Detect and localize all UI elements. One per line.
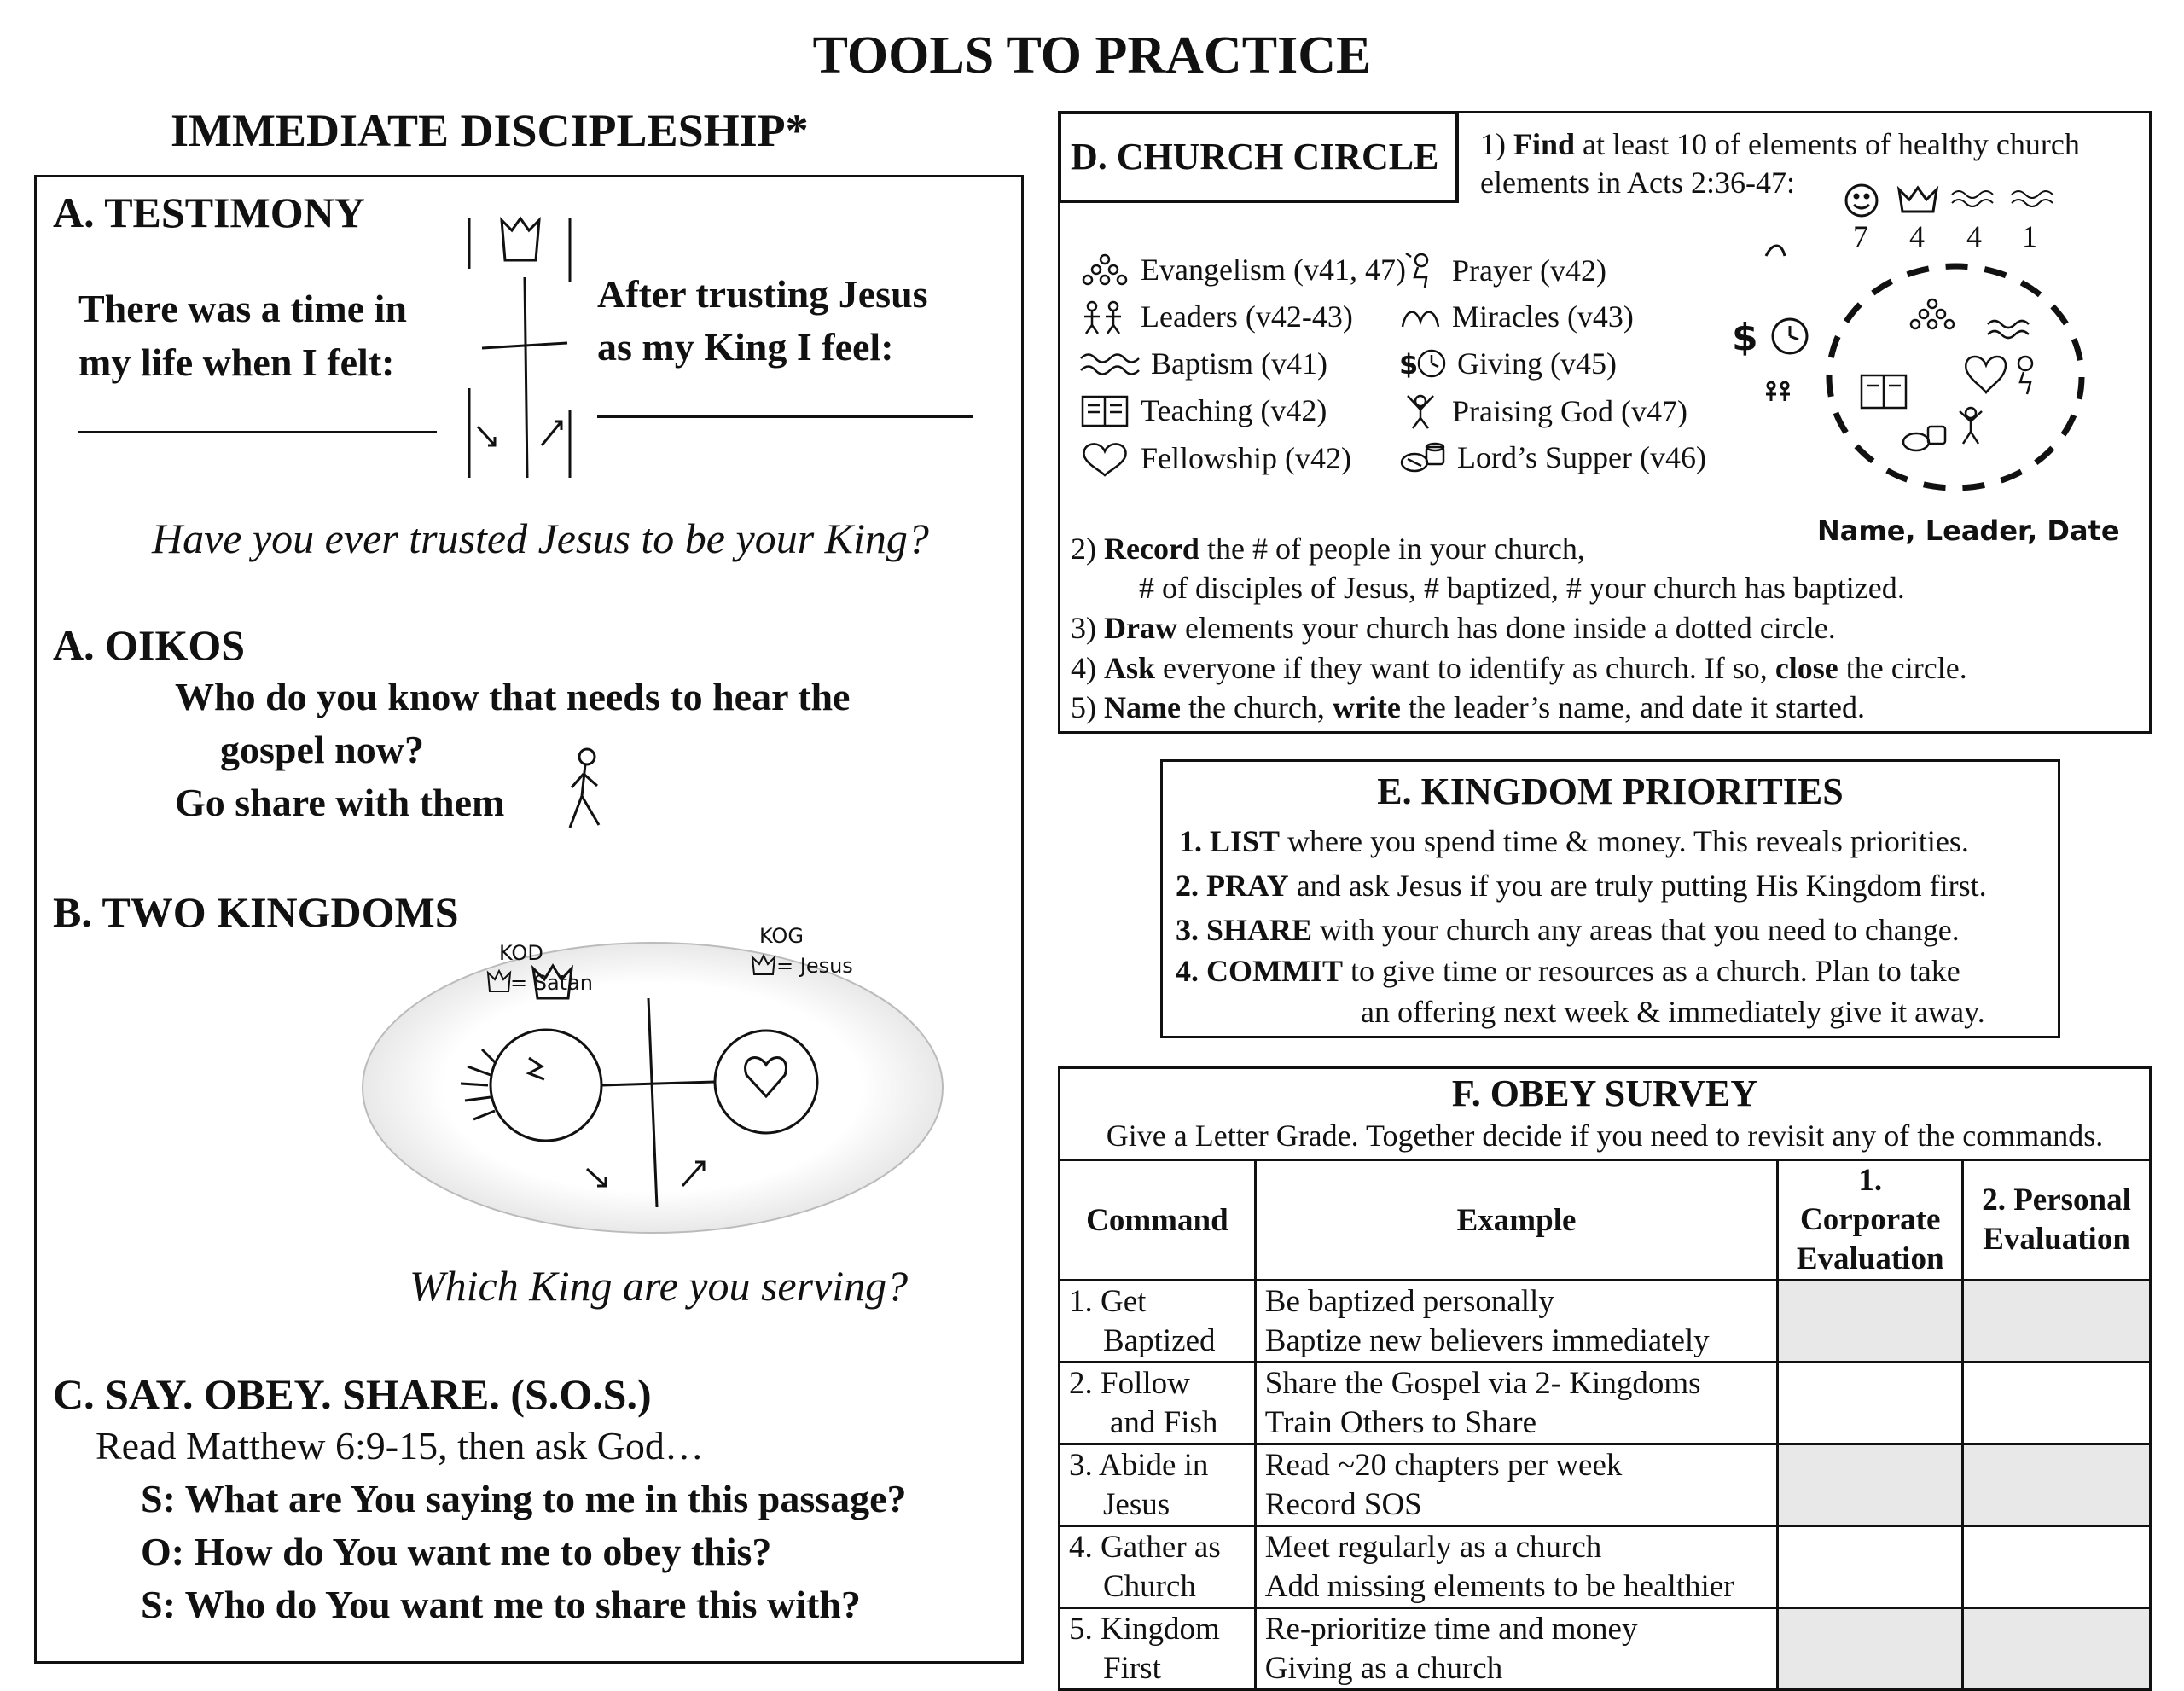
- testimony-question: Have you ever trusted Jesus to be your King?: [152, 514, 929, 562]
- priority-bold: LIST: [1210, 824, 1281, 858]
- corporate-grade-cell[interactable]: [1778, 1526, 1963, 1608]
- step5-bold2: write: [1332, 690, 1401, 724]
- giving-icon: [1399, 346, 1447, 381]
- kingdom-priorities-heading: E. KINGDOM PRIORITIES: [1377, 770, 1844, 812]
- testimony-before-line1: There was a time in: [78, 287, 408, 330]
- element-lords-supper: [1399, 439, 1706, 475]
- step1-rest: at least 10 of elements of healthy church: [1583, 127, 2080, 161]
- personal-grade-cell[interactable]: [1963, 1608, 2151, 1690]
- step5-num: 5): [1071, 690, 1096, 724]
- oikos-line3: Go share with them: [175, 781, 505, 824]
- priority-item-2: [1176, 868, 1987, 904]
- svg-text:$: $: [1732, 316, 1758, 359]
- two-kingdoms-question: Which King are you serving?: [410, 1262, 909, 1310]
- kod-sub: = Satan: [510, 971, 594, 995]
- step4-rest2: the circle.: [1845, 651, 1967, 685]
- command-line2: First: [1103, 1650, 1161, 1686]
- obey-survey-subtitle: Give a Letter Grade. Together decide if you need to revisit any of the commands.: [1106, 1119, 2104, 1153]
- circle-step5: [1071, 689, 1865, 725]
- sos-say: S: What are You saying to me in this passage?: [141, 1477, 907, 1520]
- element-label: Teaching (v42): [1141, 393, 1327, 427]
- command-line2: Church: [1103, 1568, 1196, 1604]
- priority-item-3: [1176, 912, 1960, 948]
- step1-num: 1): [1480, 127, 1506, 161]
- oikos-heading: A. OIKOS: [53, 621, 246, 669]
- element-evangelism: [1079, 252, 1406, 288]
- supper-icon: [1399, 440, 1447, 474]
- element-label: Baptism (v41): [1151, 346, 1327, 381]
- testimony-after-blank[interactable]: [597, 415, 973, 418]
- obey-survey-heading: F. OBEY SURVEY: [1451, 1072, 1758, 1114]
- church-circle-heading: D. CHURCH CIRCLE: [1071, 136, 1439, 177]
- col-corporate-line2: Evaluation: [1796, 1241, 1944, 1276]
- sos-intro: Read Matthew 6:9-15, then ask God…: [96, 1424, 704, 1467]
- count-3: 4: [1966, 219, 1982, 253]
- two-kingdoms-diagram: [358, 924, 947, 1237]
- circle-step2: [1071, 531, 1585, 567]
- command-line1: 1. Get: [1069, 1283, 1147, 1319]
- example-line2: Train Others to Share: [1264, 1404, 1537, 1440]
- table-row: [1060, 1526, 2151, 1608]
- element-label: Evangelism (v41, 47): [1141, 253, 1406, 287]
- command-line1: 4. Gather as: [1069, 1529, 1221, 1565]
- obey-survey-table: [1058, 1159, 2152, 1691]
- example-line2: Add missing elements to be healthier: [1264, 1568, 1734, 1604]
- step2-rest: the # of people in your church,: [1206, 532, 1585, 566]
- testimony-after-line2: as my King I feel:: [597, 325, 894, 369]
- praise-icon: [1399, 392, 1442, 430]
- survey-header-row: [1060, 1160, 2151, 1281]
- count-1: 7: [1853, 219, 1868, 253]
- command-line2: Baptized: [1103, 1322, 1216, 1358]
- example-line1: Be baptized personally: [1264, 1283, 1554, 1319]
- col-corporate-line1: 1. Corporate: [1800, 1163, 1941, 1237]
- circle-step2-line2: # of disciples of Jesus, # baptized, # your church has baptized.: [1139, 571, 1905, 605]
- element-label: Prayer (v42): [1452, 253, 1606, 288]
- people-triangle-icon: [1079, 253, 1130, 287]
- step5-rest2: the leader’s name, and date it started.: [1408, 690, 1865, 724]
- personal-grade-cell[interactable]: [1963, 1363, 2151, 1444]
- sos-share: S: Who do You want me to share this with?: [141, 1583, 861, 1626]
- element-label: Miracles (v43): [1452, 299, 1634, 334]
- col-corporate: [1778, 1160, 1963, 1281]
- command-cell: [1060, 1444, 1256, 1526]
- priority-text: with your church any areas that you need to change.: [1320, 913, 1960, 947]
- command-cell: [1060, 1608, 1256, 1690]
- example-line1: Read ~20 chapters per week: [1264, 1447, 1623, 1483]
- command-line1: 2. Follow: [1069, 1365, 1190, 1401]
- circle-caption: Name, Leader, Date: [1817, 514, 2120, 547]
- priority-bold: SHARE: [1206, 913, 1313, 947]
- element-label: Praising God (v47): [1452, 394, 1687, 428]
- example-line2: Baptize new believers immediately: [1264, 1322, 1710, 1358]
- priority-text: to give time or resources as a church. Plan to take: [1350, 954, 1960, 988]
- example-cell: [1255, 1526, 1777, 1608]
- testimony-after-line1: After trusting Jesus: [597, 272, 928, 316]
- kog-sub: = Jesus: [776, 954, 853, 978]
- testimony-cross-icon: [461, 213, 580, 486]
- priority-num: 3.: [1176, 913, 1199, 947]
- col-example: Example: [1255, 1160, 1777, 1281]
- testimony-heading: A. TESTIMONY: [53, 189, 365, 236]
- col-personal: [1963, 1160, 2151, 1281]
- priority-item-1: [1179, 823, 1969, 859]
- personal-grade-cell[interactable]: [1963, 1526, 2151, 1608]
- testimony-before-line2: my life when I felt:: [78, 340, 395, 384]
- example-line2: Record SOS: [1264, 1486, 1422, 1522]
- priority-bold: COMMIT: [1206, 954, 1343, 988]
- example-line2: Giving as a church: [1264, 1650, 1503, 1686]
- prayer-icon: [1399, 252, 1442, 289]
- step5-bold: Name: [1104, 690, 1181, 724]
- corporate-grade-cell[interactable]: [1778, 1444, 1963, 1526]
- element-leaders: [1079, 299, 1353, 334]
- example-cell: [1255, 1281, 1777, 1363]
- heart-icon: [1079, 439, 1130, 477]
- command-cell: [1060, 1363, 1256, 1444]
- sos-obey: O: How do You want me to obey this?: [141, 1530, 772, 1573]
- sos-heading: C. SAY. OBEY. SHARE. (S.O.S.): [53, 1370, 652, 1418]
- page-title: TOOLS TO PRACTICE: [812, 26, 1372, 84]
- element-label: Lord’s Supper (v46): [1457, 440, 1706, 474]
- circle-step4: [1071, 650, 1967, 686]
- priority-item-4-line2: an offering next week & immediately give it away.: [1361, 995, 1985, 1029]
- example-cell: [1255, 1608, 1777, 1690]
- dotted-church-circle: [1732, 256, 2090, 512]
- crown-icon: [1899, 188, 1937, 212]
- step4-rest: everyone if they want to identify as church. If so,: [1163, 651, 1768, 685]
- kod-label: KOD: [499, 941, 543, 965]
- table-row: [1060, 1281, 2151, 1363]
- col-command: Command: [1060, 1160, 1256, 1281]
- circle-step3: [1071, 610, 1836, 646]
- element-giving: [1399, 346, 1617, 381]
- priority-text: and ask Jesus if you are truly putting His Kingdom first.: [1296, 869, 1987, 903]
- count-2: 4: [1909, 219, 1925, 253]
- step2-num: 2): [1071, 532, 1096, 566]
- priority-item-4: [1176, 953, 1960, 989]
- step3-rest: elements your church has done inside a dotted circle.: [1184, 611, 1836, 645]
- leaders-icon: [1079, 299, 1130, 334]
- command-cell: [1060, 1281, 1256, 1363]
- command-line2: Jesus: [1103, 1486, 1170, 1522]
- personal-grade-cell[interactable]: [1963, 1444, 2151, 1526]
- book-icon: [1079, 393, 1130, 427]
- example-line1: Meet regularly as a church: [1264, 1529, 1602, 1565]
- step3-num: 3): [1071, 611, 1096, 645]
- priority-text: where you spend time & money. This reveals priorities.: [1287, 824, 1969, 858]
- element-baptism: [1079, 346, 1327, 381]
- walking-person-icon: [563, 747, 606, 832]
- priority-num: 2.: [1176, 869, 1199, 903]
- step4-bold2: close: [1774, 651, 1838, 685]
- priority-num: 1.: [1179, 824, 1202, 858]
- table-row: [1060, 1608, 2151, 1690]
- col-personal-line2: Evaluation: [1983, 1222, 2130, 1257]
- smiley-icon: [1846, 185, 1877, 216]
- command-line1: 3. Abide in: [1069, 1447, 1209, 1483]
- count-4: 1: [2022, 219, 2037, 253]
- step1-bold: Find: [1513, 127, 1576, 161]
- element-label: Leaders (v42-43): [1141, 299, 1353, 334]
- water-icon: [1079, 346, 1141, 381]
- example-line1: Share the Gospel via 2- Kingdoms: [1264, 1365, 1701, 1401]
- element-prayer: [1399, 252, 1606, 289]
- element-label: Giving (v45): [1457, 346, 1617, 381]
- circle-step1: [1480, 126, 2080, 162]
- circle-step1-line2: elements in Acts 2:36-47:: [1480, 166, 1795, 200]
- element-teaching: [1079, 392, 1327, 428]
- table-row: [1060, 1363, 2151, 1444]
- oikos-line1: Who do you know that needs to hear the: [175, 675, 851, 718]
- table-row: [1060, 1444, 2151, 1526]
- element-miracles: [1399, 299, 1634, 334]
- step4-bold: Ask: [1104, 651, 1156, 685]
- command-cell: [1060, 1526, 1256, 1608]
- testimony-before-blank[interactable]: [78, 431, 437, 433]
- step2-bold: Record: [1104, 532, 1199, 566]
- corporate-grade-cell[interactable]: [1778, 1363, 1963, 1444]
- col-personal-line1: 2. Personal: [1982, 1183, 2131, 1217]
- corporate-grade-cell[interactable]: [1778, 1281, 1963, 1363]
- example-line1: Re-prioritize time and money: [1264, 1611, 1638, 1647]
- step3-bold: Draw: [1104, 611, 1177, 645]
- oikos-line2: gospel now?: [220, 728, 424, 771]
- crown-icon: [502, 218, 539, 260]
- command-line2: and Fish: [1110, 1404, 1218, 1440]
- two-kingdoms-heading: B. TWO KINGDOMS: [53, 888, 459, 936]
- example-cell: [1255, 1363, 1777, 1444]
- svg-text:$: $: [1399, 348, 1419, 381]
- priority-bold: PRAY: [1206, 869, 1289, 903]
- left-heading: IMMEDIATE DISCIPLESHIP*: [171, 105, 809, 156]
- element-praising: [1399, 392, 1687, 430]
- personal-grade-cell[interactable]: [1963, 1281, 2151, 1363]
- element-fellowship: [1079, 439, 1351, 477]
- miracle-icon: [1399, 299, 1442, 334]
- corporate-grade-cell[interactable]: [1778, 1608, 1963, 1690]
- example-cell: [1255, 1444, 1777, 1526]
- element-label: Fellowship (v42): [1141, 441, 1351, 475]
- kog-label: KOG: [759, 924, 804, 948]
- command-line1: 5. Kingdom: [1069, 1611, 1220, 1647]
- step4-num: 4): [1071, 651, 1096, 685]
- priority-num: 4.: [1176, 954, 1199, 988]
- step5-rest: the church,: [1188, 690, 1325, 724]
- count-icons: [1843, 179, 2065, 222]
